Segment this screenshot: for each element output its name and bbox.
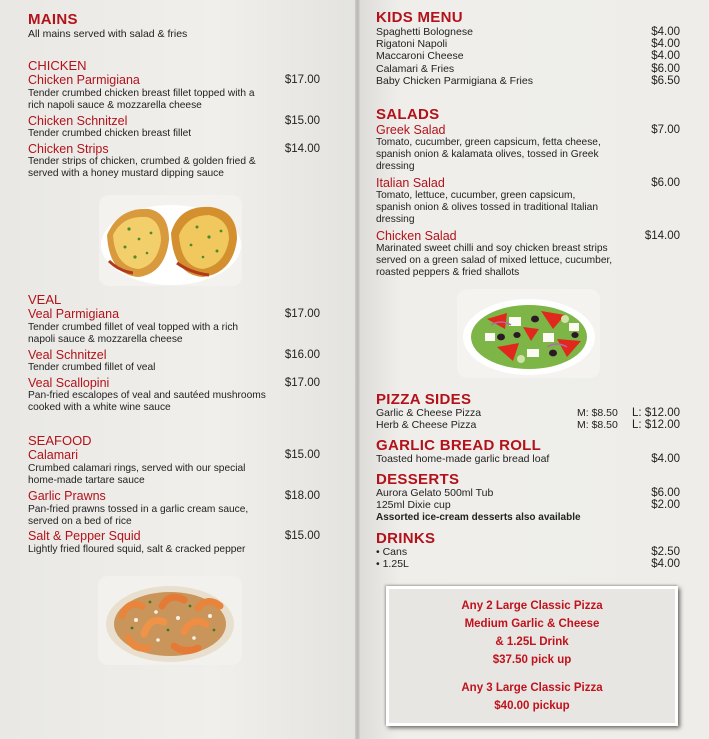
- veal-parmigiana-desc-2: napoli sauce & mozzarella cheese: [28, 334, 183, 345]
- calamari-desc-1: Crumbed calamari rings, served with our special: [28, 463, 246, 474]
- italian-salad-desc-3: dressing: [376, 214, 415, 225]
- garlic-prawns-photo: [98, 576, 242, 665]
- promo-line-1: Any 2 Large Classic Pizza: [461, 600, 603, 612]
- italian-salad-price: $6.00: [651, 177, 680, 189]
- veal-parmigiana-name: Veal Parmigiana: [28, 307, 120, 321]
- chicken-category: CHICKEN: [28, 58, 87, 73]
- dessert-2-price: $2.00: [651, 499, 680, 511]
- calamari-desc-2: home-made tartare sauce: [28, 475, 145, 486]
- chicken-salad-name: Chicken Salad: [376, 229, 457, 243]
- promo-line-3: & 1.25L Drink: [495, 636, 569, 648]
- chicken-salad-desc-3: roasted peppers & fried shallots: [376, 267, 520, 278]
- seafood-category: SEAFOOD: [28, 433, 92, 448]
- garlic-prawns-desc-2: served on a bed of rice: [28, 516, 132, 527]
- chicken-strips-desc-2: served with a honey mustard dipping sauce: [28, 168, 224, 179]
- drink-2-name: • 1.25L: [376, 558, 409, 570]
- chicken-strips-price: $14.00: [284, 143, 320, 155]
- dessert-1-name: Aurora Gelato 500ml Tub: [376, 487, 494, 499]
- drink-2-price: $4.00: [651, 558, 680, 570]
- veal-scallopini-desc-2: cooked with a white wine sauce: [28, 402, 171, 413]
- salads-heading: SALADS: [376, 106, 440, 123]
- salt-pepper-squid-name: Salt & Pepper Squid: [28, 529, 141, 543]
- greek-salad-photo: [457, 289, 600, 378]
- italian-salad-name: Italian Salad: [376, 176, 445, 190]
- drinks-heading: DRINKS: [376, 530, 436, 547]
- promo-line-4: $37.50 pick up: [492, 654, 572, 666]
- chicken-parmigiana-name: Chicken Parmigiana: [28, 73, 140, 87]
- kids-item-5-price: $6.50: [651, 75, 680, 87]
- drink-1-price: $2.50: [651, 546, 680, 558]
- garlic-bread-price: $4.00: [651, 453, 680, 465]
- garlic-bread-item: Toasted home-made garlic bread loaf: [376, 453, 550, 465]
- garlic-prawns-name: Garlic Prawns: [28, 489, 106, 503]
- garlic-prawns-price: $18.00: [284, 490, 320, 502]
- mains-heading: MAINS: [28, 11, 78, 28]
- kids-item-1-price: $4.00: [651, 26, 680, 38]
- italian-salad-desc-2: spanish onion & olives tossed in traditional Italian: [376, 202, 598, 213]
- salt-pepper-squid-desc: Lightly fried floured squid, salt & cracked pepper: [28, 544, 246, 555]
- chicken-parmigiana-photo: [99, 195, 242, 286]
- pizza-side-2-large: L: $12.00: [632, 419, 680, 431]
- desserts-note: Assorted ice-cream desserts also available: [376, 512, 581, 523]
- chicken-schnitzel-price: $15.00: [284, 115, 320, 127]
- chicken-parmigiana-desc-1: Tender crumbed chicken breast fillet topped with a: [28, 88, 255, 99]
- mains-note: All mains served with salad & fries: [28, 28, 188, 40]
- chicken-parmigiana-desc-2: rich napoli sauce & mozzarella cheese: [28, 100, 202, 111]
- veal-scallopini-name: Veal Scallopini: [28, 376, 110, 390]
- kids-item-3-name: Maccaroni Cheese: [376, 50, 464, 62]
- kids-item-1-name: Spaghetti Bolognese: [376, 26, 473, 38]
- italian-salad-desc-1: Tomato, lettuce, cucumber, green capsicum,: [376, 190, 576, 201]
- dessert-1-price: $6.00: [651, 487, 680, 499]
- kids-item-4-price: $6.00: [651, 63, 680, 75]
- veal-schnitzel-price: $16.00: [284, 349, 320, 361]
- garlic-prawns-desc-1: Pan-fried prawns tossed in a garlic cream sauce,: [28, 504, 249, 515]
- veal-scallopini-price: $17.00: [284, 377, 320, 389]
- chicken-salad-price: $14.00: [644, 230, 680, 242]
- pizza-side-1-medium: M: $8.50: [577, 407, 618, 419]
- promo-line-5: Any 3 Large Classic Pizza: [461, 682, 603, 694]
- chicken-strips-name: Chicken Strips: [28, 142, 109, 156]
- desserts-heading: DESSERTS: [376, 471, 460, 488]
- chicken-parmigiana-price: $17.00: [284, 74, 320, 86]
- kids-item-2-name: Rigatoni Napoli: [376, 38, 448, 50]
- calamari-price: $15.00: [284, 449, 320, 461]
- pizza-side-1-name: Garlic & Cheese Pizza: [376, 407, 482, 419]
- chicken-schnitzel-desc: Tender crumbed chicken breast fillet: [28, 128, 192, 139]
- veal-scallopini-desc-1: Pan-fried escalopes of veal and sautéed mushrooms: [28, 390, 266, 401]
- chicken-salad-desc-2: served on a green salad of mixed lettuce, cucumber,: [376, 255, 613, 266]
- pizza-sides-heading: PIZZA SIDES: [376, 391, 472, 408]
- drink-1-name: • Cans: [376, 546, 408, 558]
- kids-menu-heading: KIDS MENU: [376, 9, 463, 26]
- promo-line-2: Medium Garlic & Cheese: [464, 618, 600, 630]
- chicken-schnitzel-name: Chicken Schnitzel: [28, 114, 128, 128]
- veal-parmigiana-desc-1: Tender crumbed fillet of veal topped with a rich: [28, 322, 239, 333]
- greek-salad-desc-2: spanish onion & kalamata olives, tossed in Greek: [376, 149, 599, 160]
- kids-item-2-price: $4.00: [651, 38, 680, 50]
- veal-schnitzel-name: Veal Schnitzel: [28, 348, 107, 362]
- chicken-salad-desc-1: Marinated sweet chilli and soy chicken breast strips: [376, 243, 608, 254]
- calamari-name: Calamari: [28, 448, 79, 462]
- pizza-side-2-medium: M: $8.50: [577, 419, 618, 431]
- garlic-bread-heading: GARLIC BREAD ROLL: [376, 437, 542, 454]
- pizza-side-2-name: Herb & Cheese Pizza: [376, 419, 477, 431]
- pizza-side-1-large: L: $12.00: [632, 407, 680, 419]
- veal-category: VEAL: [28, 292, 62, 307]
- dessert-2-name: 125ml Dixie cup: [376, 499, 451, 511]
- kids-item-4-name: Calamari & Fries: [376, 63, 455, 75]
- veal-parmigiana-price: $17.00: [284, 308, 320, 320]
- page-fold: [355, 0, 360, 739]
- salt-pepper-squid-price: $15.00: [284, 530, 320, 542]
- greek-salad-price: $7.00: [651, 124, 680, 136]
- greek-salad-desc-3: dressing: [376, 161, 415, 172]
- promo-box: [386, 586, 678, 726]
- chicken-strips-desc-1: Tender strips of chicken, crumbed & golden fried &: [28, 156, 256, 167]
- kids-item-3-price: $4.00: [651, 50, 680, 62]
- kids-item-5-name: Baby Chicken Parmigiana & Fries: [376, 75, 533, 87]
- greek-salad-desc-1: Tomato, cucumber, green capsicum, fetta cheese,: [376, 137, 601, 148]
- greek-salad-name: Greek Salad: [376, 123, 446, 137]
- veal-schnitzel-desc: Tender crumbed fillet of veal: [28, 362, 156, 373]
- promo-line-6: $40.00 pickup: [494, 700, 570, 712]
